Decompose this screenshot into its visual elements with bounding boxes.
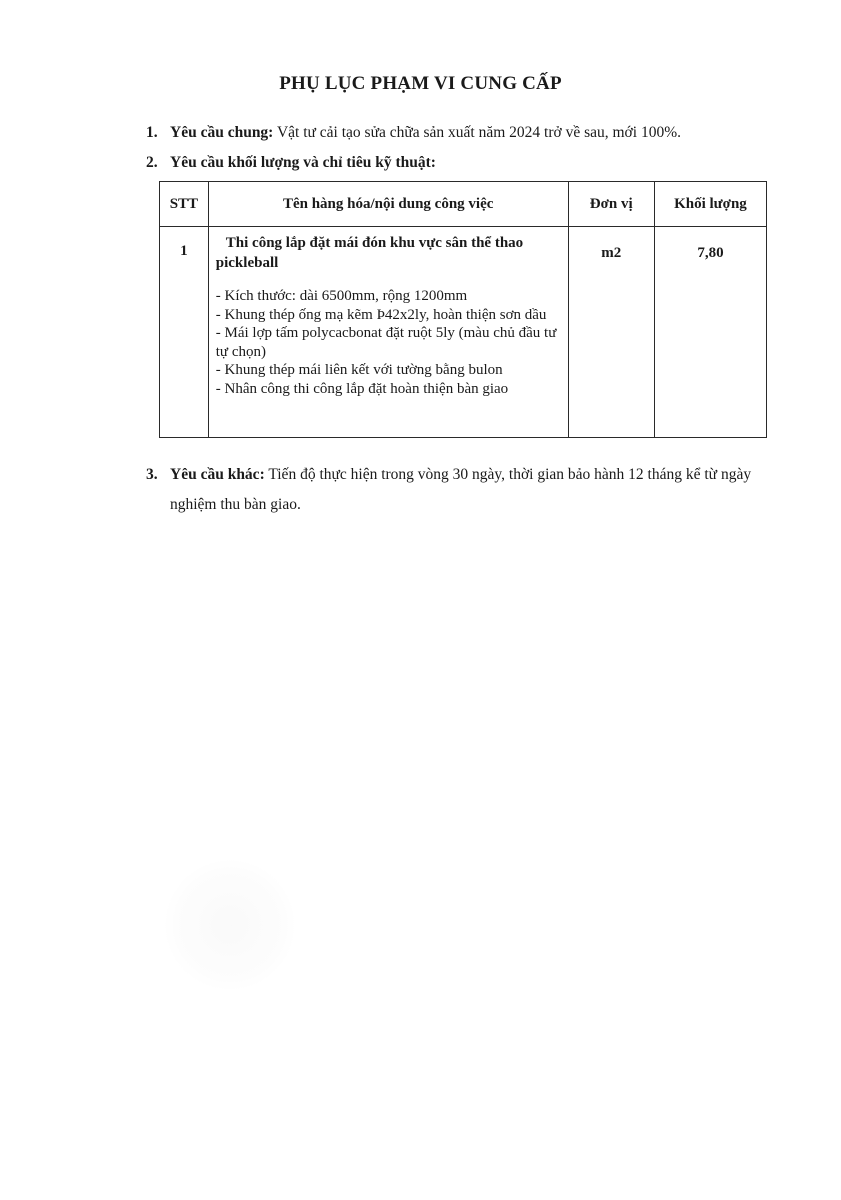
requirement-label: Yêu cầu chung: <box>170 124 274 141</box>
item-detail: - Khung thép ống mạ kẽm Þ42x2ly, hoàn thiện sơn dầu <box>215 306 547 323</box>
requirement-number: 2. <box>146 154 158 171</box>
item-detail: - Mái lợp tấm polycacbonat đặt ruột 5ly (màu chủ đầu tư tự chọn) <box>215 325 557 360</box>
requirement-quantity-specs <box>146 153 436 173</box>
specification-table <box>159 181 767 438</box>
requirement-other <box>146 460 770 520</box>
requirement-text: Vật tư cải tạo sửa chữa sản xuất năm 2024 trở về sau, mới 100%. <box>273 124 681 141</box>
requirement-label: Yêu cầu khối lượng và chỉ tiêu kỹ thuật: <box>170 154 436 171</box>
requirement-number: 1. <box>146 124 158 141</box>
cell-name <box>208 227 568 438</box>
item-detail: - Khung thép mái liên kết với tường bằng bulon <box>215 362 503 378</box>
item-detail: - Kích thước: dài 6500mm, rộng 1200mm <box>215 288 468 304</box>
table-header-row <box>160 182 767 227</box>
page-title: PHỤ LỤC PHẠM VI CUNG CẤP <box>279 73 562 94</box>
header-name: Tên hàng hóa/nội dung công việc <box>208 182 568 227</box>
requirement-text: Tiến độ thực hiện trong vòng 30 ngày, thời gian bảo hành 12 tháng kể từ ngày nghiệm thu bàn giao. <box>170 466 752 513</box>
table-row <box>160 227 767 438</box>
cell-unit: m2 <box>568 227 654 438</box>
faded-stamp <box>165 860 295 990</box>
item-detail: - Nhân công thi công lắp đặt hoàn thiện bàn giao <box>215 380 509 397</box>
cell-stt: 1 <box>160 227 209 438</box>
cell-quantity: 7,80 <box>654 227 766 438</box>
header-stt: STT <box>160 182 209 227</box>
requirement-number: 3. <box>146 466 158 483</box>
requirement-label: Yêu cầu khác: <box>170 466 265 483</box>
header-unit: Đơn vị <box>568 182 654 227</box>
header-quantity: Khối lượng <box>654 182 766 227</box>
requirement-general <box>146 123 681 143</box>
item-title: Thi công lắp đặt mái đón khu vực sân thể thao pickleball <box>215 235 524 271</box>
